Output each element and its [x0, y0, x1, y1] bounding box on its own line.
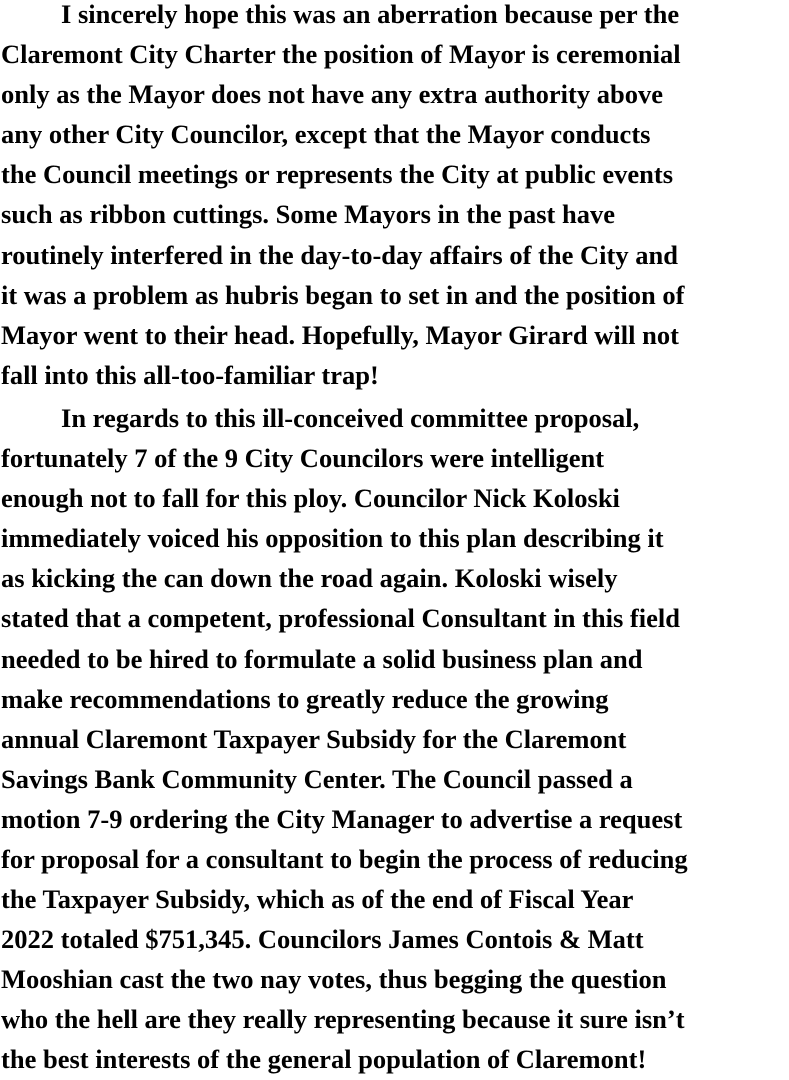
text-line: it was a problem as hubris began to set in and the position of [1, 279, 685, 310]
text-line: for proposal for a consultant to begin the process of reducing [1, 843, 688, 874]
text-line: the best interests of the general population of Claremont! [1, 1044, 647, 1075]
text-line: In regards to this ill-conceived committee proposal, [61, 402, 640, 433]
text-line: Mayor went to their head. Hopefully, Mayor Girard will not [1, 319, 679, 350]
text-line: fortunately 7 of the 9 City Councilors were intelligent [1, 443, 605, 474]
paragraph-committee-proposal [1, 398, 785, 1080]
text-line: who the hell are they really representing because it sure isn’t [1, 1004, 685, 1035]
text-line: any other City Councilor, except that the Mayor conducts [1, 119, 651, 150]
text-line: annual Claremont Taxpayer Subsidy for the Claremont [1, 723, 627, 754]
paragraph-mayor-role [1, 0, 785, 395]
text-line: as kicking the can down the road again. Koloski wisely [1, 563, 618, 594]
text-line: stated that a competent, professional Consultant in this field [1, 603, 680, 634]
text-line: the Taxpayer Subsidy, which as of the end of Fiscal Year [1, 884, 634, 915]
text-line: needed to be hired to formulate a solid business plan and [1, 643, 643, 674]
text-line: routinely interfered in the day-to-day affairs of the City and [1, 239, 678, 270]
text-line: make recommendations to greatly reduce the growing [1, 683, 609, 714]
text-line: the Council meetings or represents the City at public events [1, 159, 674, 190]
text-line: Mooshian cast the two nay votes, thus begging the question [1, 964, 667, 995]
text-line: enough not to fall for this ploy. Councilor Nick Koloski [1, 483, 620, 514]
text-line: 2022 totaled $751,345. Councilors James Contois & Matt [1, 924, 644, 955]
text-line: Claremont City Charter the position of Mayor is ceremonial [1, 39, 681, 70]
text-line: fall into this all-too-familiar trap! [1, 359, 379, 390]
text-line: immediately voiced his opposition to this plan describing it [1, 523, 664, 554]
text-line: motion 7-9 ordering the City Manager to advertise a request [1, 803, 683, 834]
text-line: only as the Mayor does not have any extra authority above [1, 79, 663, 110]
text-line: such as ribbon cuttings. Some Mayors in the past have [1, 199, 615, 230]
text-line: I sincerely hope this was an aberration because per the [61, 0, 680, 29]
text-line: Savings Bank Community Center. The Council passed a [1, 763, 633, 794]
